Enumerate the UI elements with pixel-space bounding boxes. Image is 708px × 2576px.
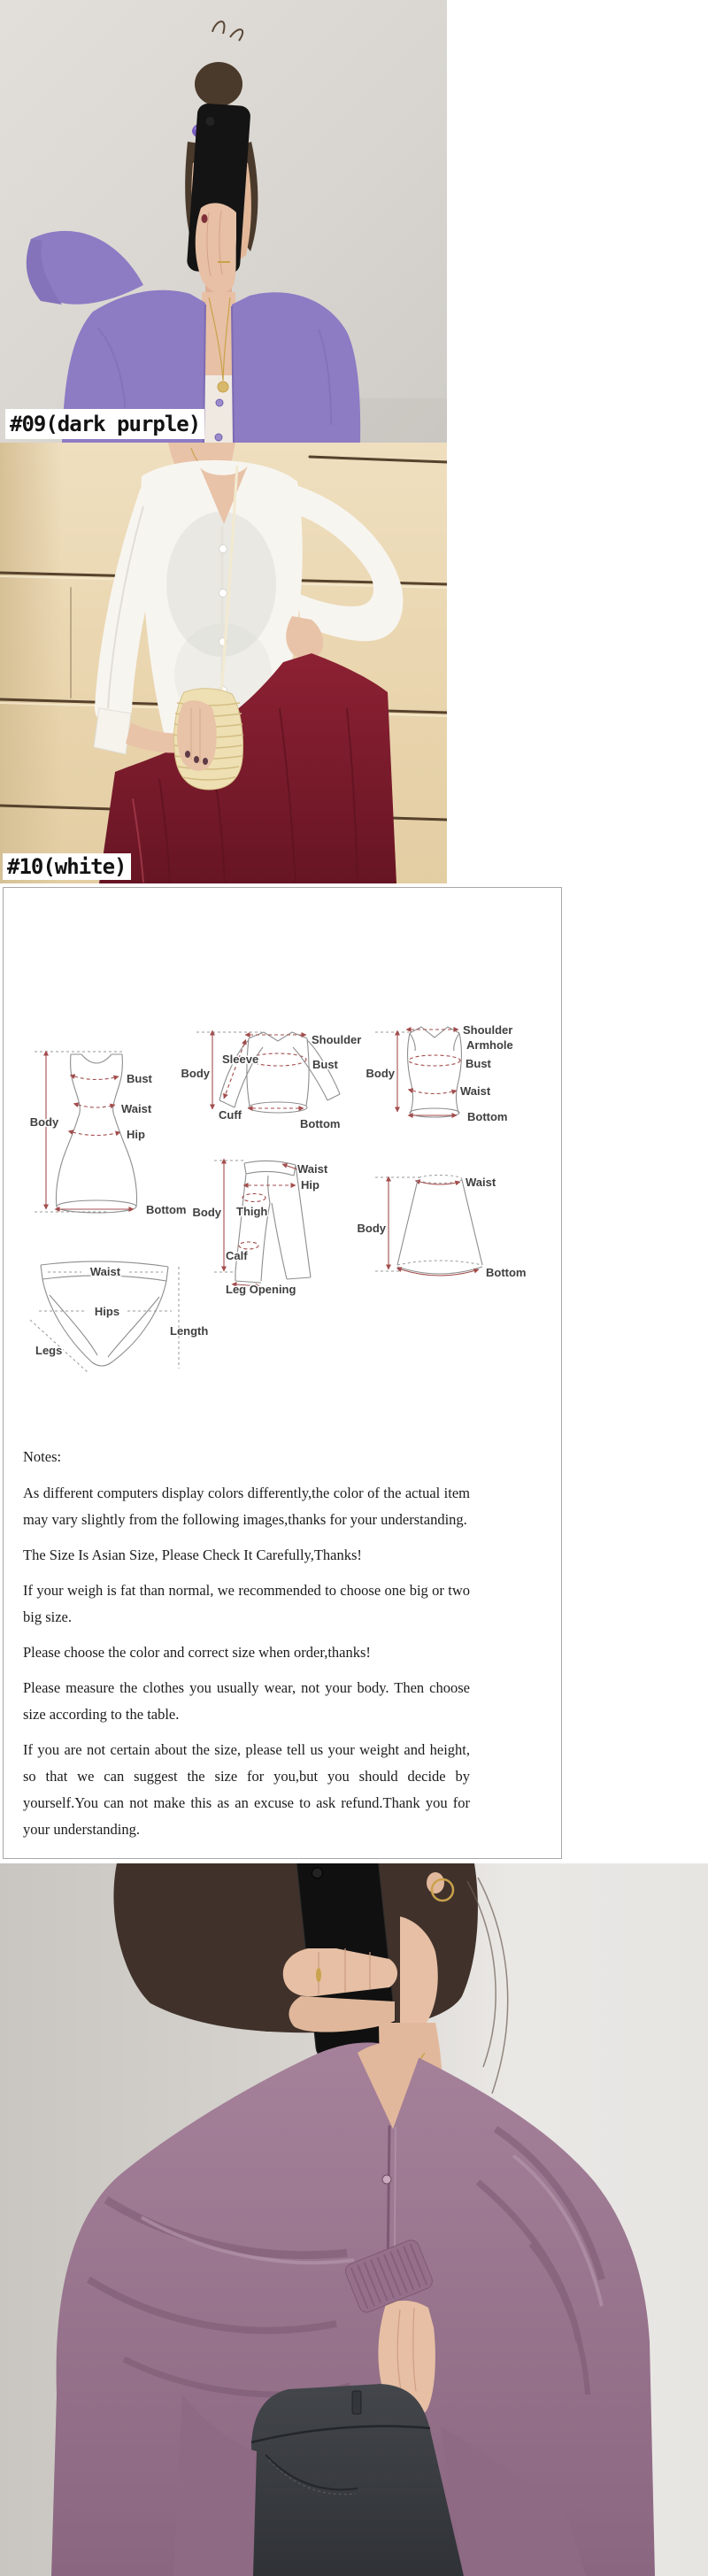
diagram-dress [30, 1052, 187, 1216]
note-paragraph: Please measure the clothes you usually wear, not your body. Then choose size according to the table. [23, 1679, 470, 1723]
top-sleeve-label: Sleeve [222, 1053, 259, 1066]
diagram-vest [366, 1023, 513, 1123]
vest-armhole-label: Armhole [466, 1038, 513, 1052]
pants-hip-label: Hip [301, 1178, 319, 1192]
photo1-image [0, 0, 447, 443]
top-body-label: Body [181, 1067, 210, 1080]
vest-bust-label: Bust [466, 1057, 491, 1070]
size-diagram-svg [4, 1001, 561, 1388]
diagram-briefs [30, 1261, 208, 1373]
note-paragraph: If you are not certain about the size, please tell us your weight and height, so that we can suggest the size for you,but you should decide by yourself.You can not make this as an excuse to ask refund.Thank you for your understanding. [23, 1741, 470, 1838]
product-photo-dark-purple [0, 0, 447, 443]
top-cuff-label: Cuff [219, 1108, 242, 1122]
briefs-legs-label: Legs [35, 1344, 63, 1357]
diagram-pants [193, 1161, 328, 1296]
vest-waist-label: Waist [460, 1084, 491, 1098]
pants-leg-opening-label: Leg Opening [226, 1283, 296, 1296]
briefs-waist-label: Waist [89, 1265, 121, 1278]
top-bottom-label: Bottom [300, 1117, 341, 1130]
pants-calf-label: Calf [226, 1249, 248, 1262]
dress-bottom-label: Bottom [146, 1203, 187, 1216]
diagram-top [181, 1032, 362, 1130]
skirt-body-label: Body [357, 1222, 386, 1235]
vest-shoulder-label: Shoulder [463, 1023, 513, 1037]
notes-section [23, 1444, 470, 1852]
pants-thigh-label: Thigh [236, 1205, 268, 1218]
product-photo-dusty-purple [0, 1863, 708, 2576]
vest-body-label: Body [366, 1067, 395, 1080]
color-label-10: #10(white) [3, 853, 131, 880]
note-paragraph: Please choose the color and correct size when order,thanks! [23, 1644, 371, 1661]
dress-bust-label: Bust [127, 1072, 152, 1085]
dress-hip-label: Hip [127, 1128, 145, 1141]
note-paragraph: As different computers display colors differently,the color of the actual item may vary slightly from the following images,thanks for your understanding. [23, 1485, 470, 1528]
pants-body-label: Body [192, 1206, 221, 1219]
photo2-image [0, 443, 447, 883]
product-photo-white [0, 443, 447, 883]
dress-body-label: Body [29, 1115, 59, 1129]
notes-heading: Notes: [23, 1448, 62, 1465]
note-paragraph: The Size Is Asian Size, Please Check It Carefully,Thanks! [23, 1546, 362, 1563]
briefs-hips-label: Hips [94, 1305, 120, 1318]
size-chart-panel [3, 887, 562, 1859]
top-shoulder-label: Shoulder [312, 1033, 362, 1046]
color-label-09: #09(dark purple) [5, 409, 204, 439]
vest-bottom-label: Bottom [467, 1110, 508, 1123]
dress-waist-label: Waist [121, 1102, 152, 1115]
note-paragraph: If your weigh is fat than normal, we recommended to choose one big or two big size. [23, 1582, 470, 1625]
skirt-waist-label: Waist [466, 1176, 496, 1189]
pants-waist-label: Waist [297, 1162, 328, 1176]
photo3-image [0, 1863, 708, 2576]
diagram-skirt [358, 1176, 527, 1280]
briefs-length-label: Length [170, 1324, 209, 1338]
top-bust-label: Bust [312, 1058, 338, 1071]
skirt-bottom-label: Bottom [486, 1266, 527, 1279]
